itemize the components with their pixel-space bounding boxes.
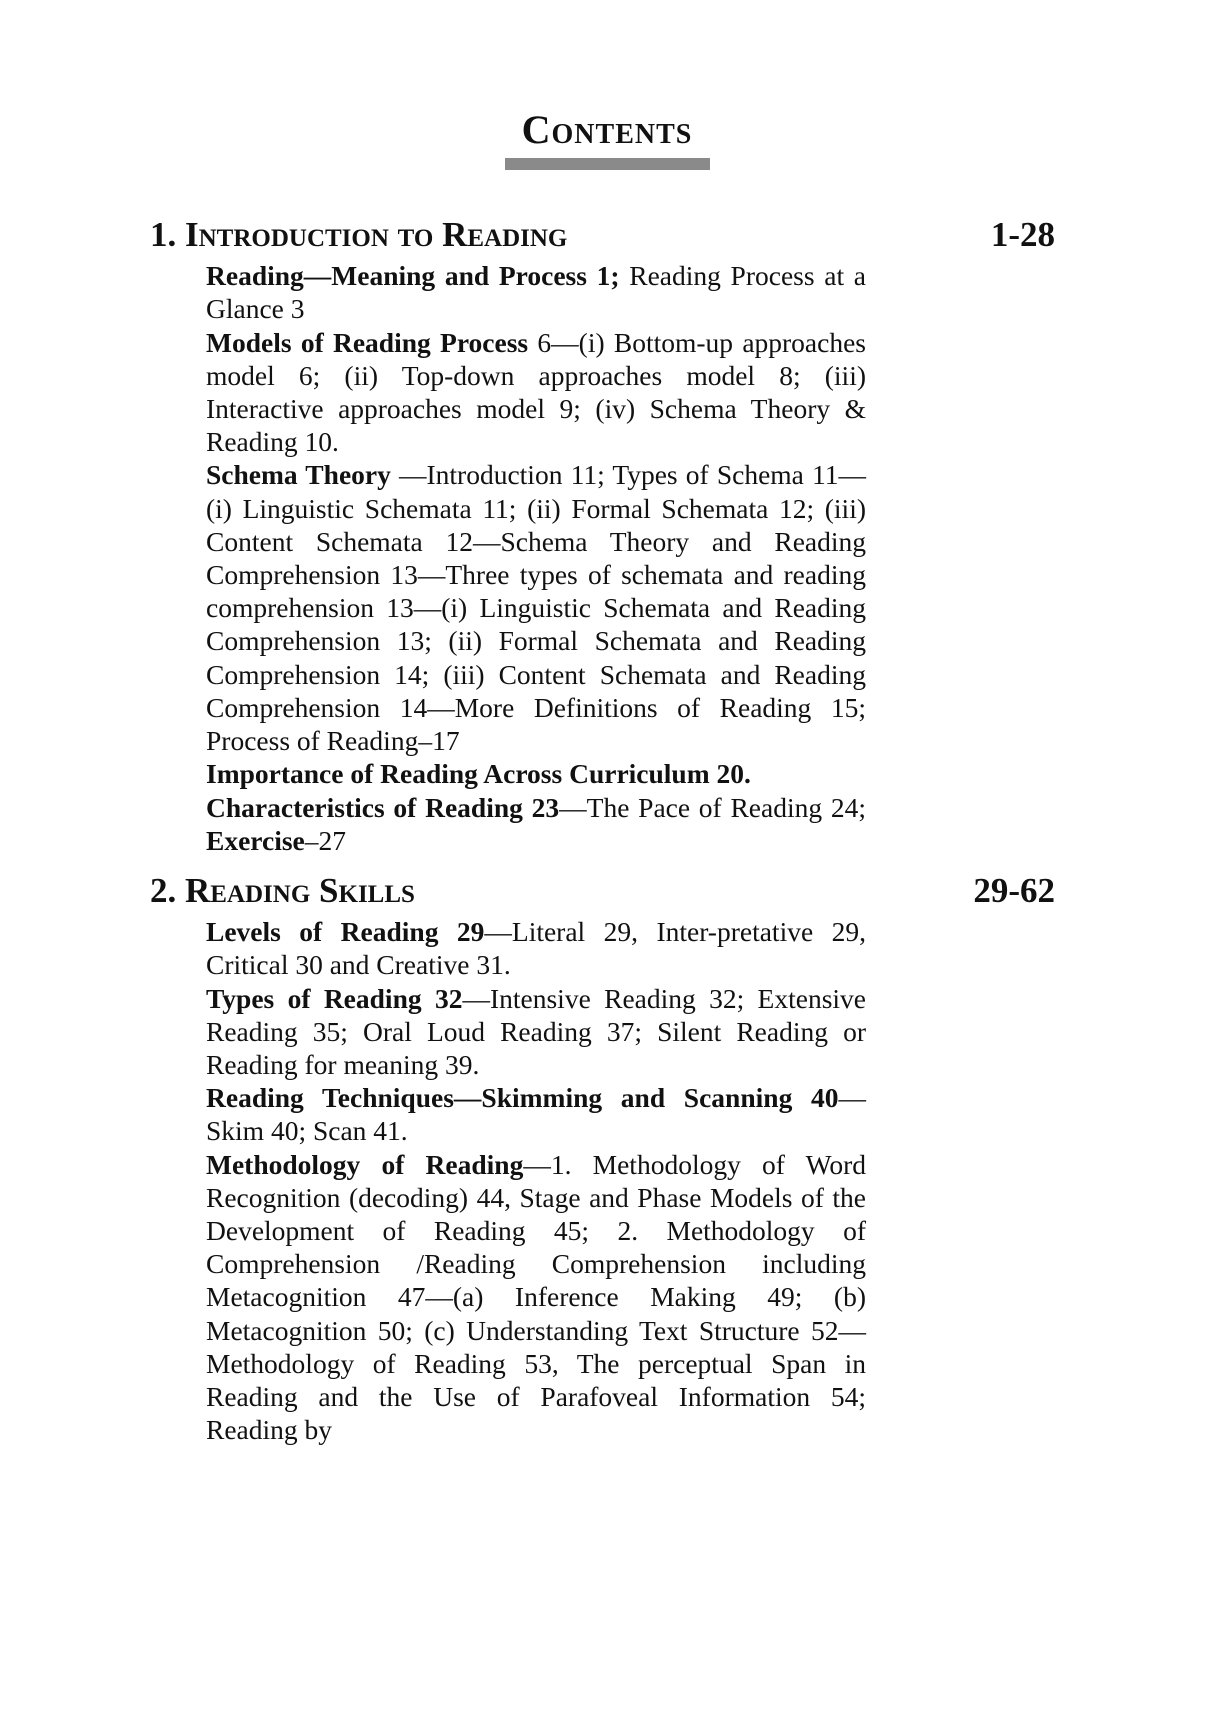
entry-heading: Schema Theory (206, 459, 391, 491)
page-title: Contents (521, 107, 693, 152)
toc-entry (206, 982, 866, 1082)
entry-heading: Importance of Reading Across Curriculum 20. (206, 758, 751, 790)
chapter-heading (150, 871, 1055, 911)
chapter-title: Reading Skills (185, 870, 415, 910)
table-of-contents (150, 215, 1055, 1460)
entry-heading: Models of Reading Process (206, 326, 529, 358)
toc-entry (206, 326, 866, 459)
chapter-number: 1. (150, 215, 177, 254)
toc-entry (206, 1081, 866, 1147)
chapter-heading (150, 215, 1055, 255)
contents-header (0, 108, 1214, 170)
chapter-title: Introduction to Reading (185, 215, 568, 254)
chapter-page-range: 29-62 (973, 870, 1055, 910)
entry-heading: Methodology of Reading (206, 1148, 524, 1180)
chapter-title-wrap (150, 215, 567, 255)
entry-heading: Characteristics of Reading 23 (206, 791, 560, 823)
entry-text: 6—(i) Bottom-up approaches model 6; (ii) Top-down approaches model 8; (iii) Interactive approaches model 9; (iv) Schema Theory & Reading 10. (206, 326, 867, 458)
toc-entry (206, 757, 866, 790)
entry-text: —Introduction 11; Types of Schema 11—(i) Linguistic Schemata 11; (ii) Formal Schemata 12; (iii) Content Schemata 12—Schema Theory and Reading Comprehension 13—Three types of schemata and reading comprehension 13—(i) Linguistic Schemata and Reading Comprehension 13; (ii) Formal Schemata and Reading Comprehension 14; (iii) Content Schemata and Reading Comprehension 14—More Definitions of Reading 15; Process of Reading–17 (206, 459, 866, 757)
entry-heading: Reading Techniques—Skimming and Scanning 40 (206, 1082, 839, 1114)
entry-heading: Levels of Reading 29 (206, 916, 485, 948)
chapter-entries (206, 915, 866, 1446)
chapter-number: 2. (150, 870, 177, 910)
entry-text: —Skim 40; Scan 41. (206, 1082, 866, 1147)
toc-entry (206, 259, 866, 325)
title-underline-bar (505, 158, 710, 170)
entry-text: —1. Methodology of Word Recognition (decoding) 44, Stage and Phase Models of the Development of Reading 45; 2. Methodology of Comprehension /Reading Comprehension including Metacognition 47—(a) Inference Making 49; (b) Metacognition 50; (c) Understanding Text Structure 52—Methodology of Reading 53, The perceptual Span in Reading and the Use of Parafoveal Information 54; Reading by (206, 1148, 866, 1446)
entry-heading: Reading—Meaning and Process 1; (206, 260, 620, 292)
chapter-1 (150, 215, 1055, 857)
entry-text: —Literal 29, Inter-pretative 29, Critical 30 and Creative 31. (206, 916, 866, 981)
toc-entry (206, 458, 866, 757)
toc-entry (206, 915, 866, 981)
entry-text: —Intensive Reading 32; Extensive Reading 35; Oral Loud Reading 37; Silent Reading or Reading for meaning 39. (206, 982, 866, 1080)
toc-entry (206, 791, 866, 857)
chapter-entries (206, 259, 866, 857)
entry-text: Reading Process at a Glance 3 (206, 260, 866, 325)
chapter-title-wrap (150, 871, 415, 911)
chapter-page-range: 1-28 (990, 215, 1055, 254)
entry-heading-exercise: Exercise (206, 824, 305, 856)
chapter-2 (150, 871, 1055, 1447)
toc-entry (206, 1148, 866, 1447)
entry-heading: Types of Reading 32 (206, 982, 463, 1014)
entry-text: —The Pace of Reading 24; (559, 791, 866, 823)
entry-text: –27 (304, 824, 347, 856)
